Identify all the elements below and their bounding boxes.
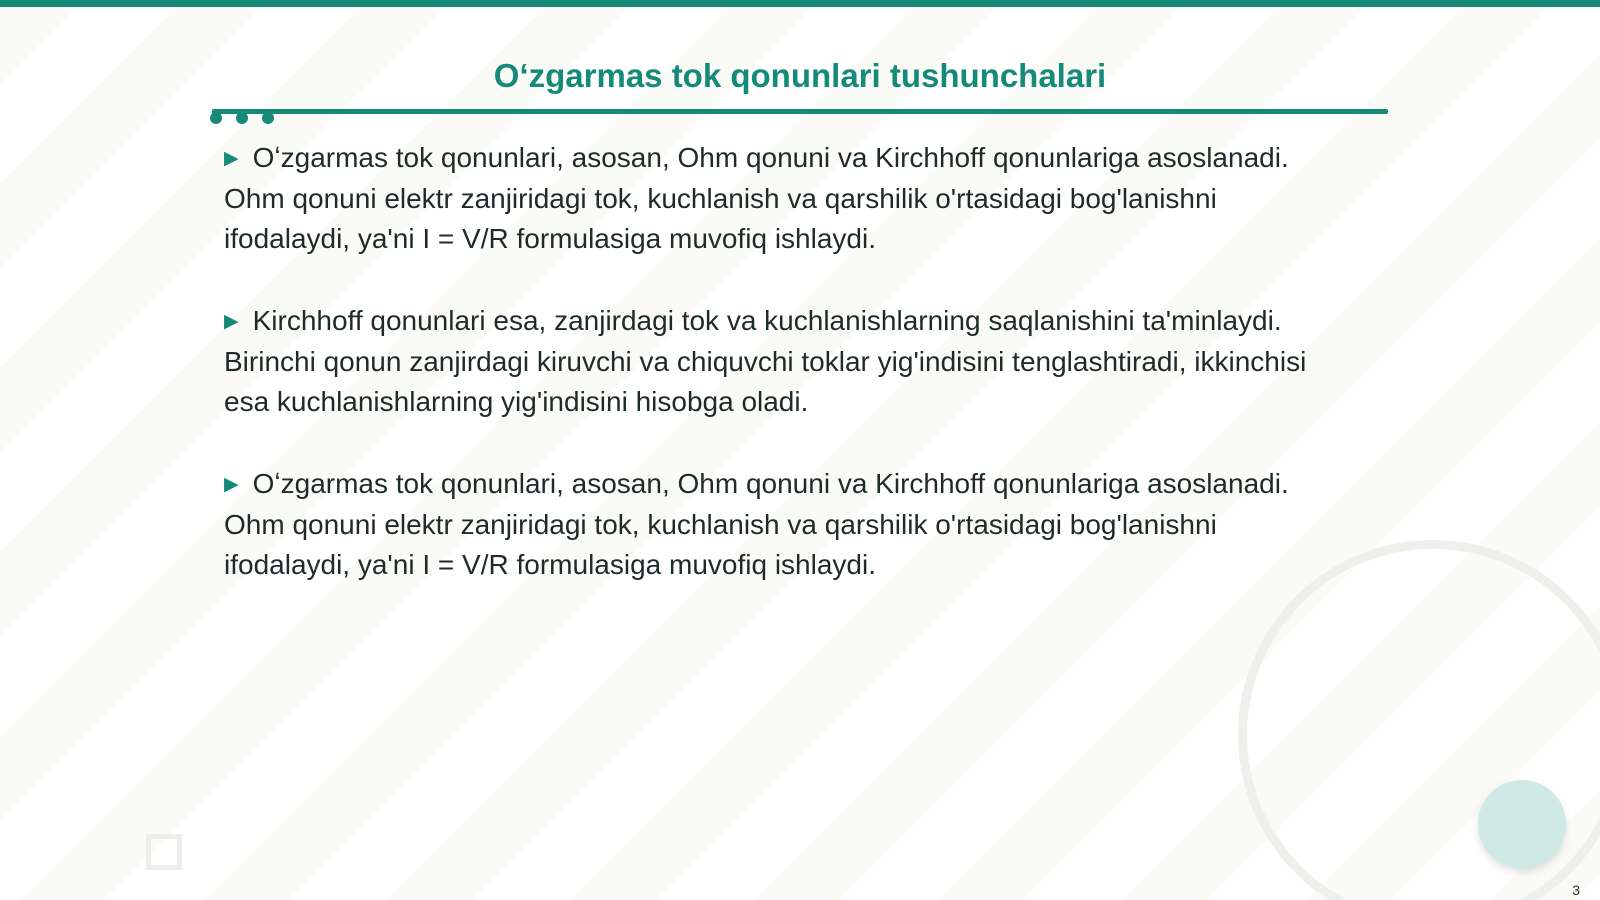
bullet-text: Oʻzgarmas tok qonunlari, asosan, Ohm qonuni va Kirchhoff qonunlariga asoslanadi. Ohm qonuni elektr zanjiridagi tok, kuchlanish va qarshilik o'rtasidagi bog'lanishni ifodalaydi, ya'ni I = V/R formulasiga muvofiq ishlaydi. — [224, 142, 1289, 254]
title-underline — [212, 109, 1388, 114]
page-number: 3 — [1572, 882, 1580, 898]
decor-dot — [210, 112, 222, 124]
decor-square — [146, 834, 182, 870]
bullet-list — [224, 138, 1314, 627]
bullet-text: Kirchhoff qonunlari esa, zanjirdagi tok va kuchlanishlarning saqlanishini ta'minlaydi. Birinchi qonun zanjirdagi kiruvchi va chiquvchi toklar yig'indisini tenglashtiradi, ikkinchisi esa kuchlanishlarning yig'indisini hisobga oladi. — [224, 305, 1307, 417]
bullet-text: Oʻzgarmas tok qonunlari, asosan, Ohm qonuni va Kirchhoff qonunlariga asoslanadi. Ohm qonuni elektr zanjiridagi tok, kuchlanish va qarshilik o'rtasidagi bog'lanishni ifodalaydi, ya'ni I = V/R formulasiga muvofiq ishlaydi. — [224, 468, 1289, 580]
decor-dot — [236, 112, 248, 124]
triangle-right-icon: ▶ — [224, 311, 239, 332]
bullet-item — [224, 301, 1314, 422]
triangle-right-icon: ▶ — [224, 148, 239, 169]
bullet-item — [224, 138, 1314, 259]
slide-title: Oʻzgarmas tok qonunlari tushunchalari — [493, 57, 1107, 94]
decor-circle-filled — [1478, 780, 1566, 868]
top-accent-bar — [0, 0, 1600, 7]
decor-dot — [262, 112, 274, 124]
triangle-right-icon: ▶ — [224, 474, 239, 495]
bullet-item — [224, 464, 1314, 585]
